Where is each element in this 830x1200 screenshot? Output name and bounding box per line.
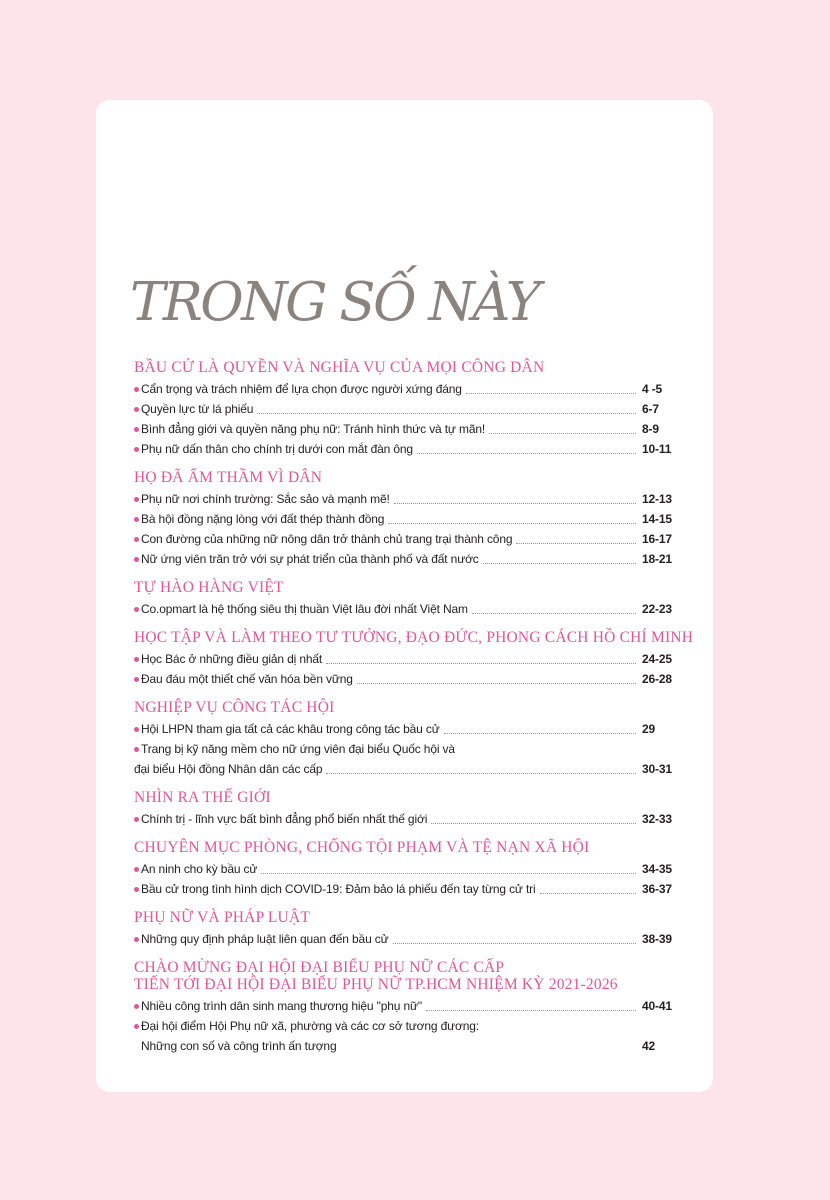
entry-title: Hội LHPN tham gia tất cả các khâu trong công tác bầu cử	[141, 722, 440, 736]
page-title: TRONG SỐ NÀY	[130, 272, 539, 333]
entry-title: Bầu cử trong tình hình dịch COVID-19: Đảm bảo lá phiếu đến tay từng cử tri	[141, 882, 536, 896]
bullet-icon	[134, 657, 139, 662]
bullet-icon	[134, 537, 139, 542]
toc-entry[interactable]	[134, 719, 680, 739]
dot-leader	[261, 873, 636, 874]
toc-section	[134, 359, 680, 459]
toc-entry-continuation[interactable]	[134, 759, 680, 779]
section-title: CHUYÊN MỤC PHÒNG, CHỐNG TỘI PHẠM VÀ TỆ NẠN XÃ HỘI	[134, 839, 590, 856]
toc-entry[interactable]	[134, 859, 680, 879]
entry-title: Con đường của những nữ nông dân trở thành chủ trang trại thành công	[141, 532, 513, 546]
toc-entry[interactable]	[134, 489, 680, 509]
toc-section	[134, 699, 680, 779]
section-title: BẦU CỬ LÀ QUYỀN VÀ NGHĨA VỤ CỦA MỌI CÔNG DÂN	[134, 359, 545, 376]
toc-entry[interactable]	[134, 399, 680, 419]
page-number: 12-13	[642, 492, 672, 506]
page-number: 8-9	[642, 422, 659, 436]
entry-title: Phụ nữ nơi chính trường: Sắc sảo và mạnh mẽ!	[141, 492, 390, 506]
toc-entry[interactable]	[134, 929, 680, 949]
page-number: 32-33	[642, 812, 672, 826]
bullet-icon	[134, 407, 139, 412]
page-number: 6-7	[642, 402, 659, 416]
entry-title: Phụ nữ dấn thân cho chính trị dưới con mắt đàn ông	[141, 442, 413, 456]
page-number: 24-25	[642, 652, 672, 666]
bullet-icon	[134, 867, 139, 872]
dot-leader	[417, 453, 636, 454]
page-number: 36-37	[642, 882, 672, 896]
dot-leader	[540, 893, 636, 894]
bullet-icon	[134, 517, 139, 522]
page-number: 29	[642, 722, 656, 736]
dot-leader	[257, 413, 636, 414]
toc-entry[interactable]	[134, 739, 680, 759]
toc-entry[interactable]	[134, 549, 680, 569]
bullet-icon	[134, 497, 139, 502]
toc-section	[134, 789, 680, 829]
page-number: 26-28	[642, 672, 672, 686]
page-number: 42	[642, 1039, 656, 1053]
dot-leader	[466, 393, 636, 394]
table-of-contents	[134, 359, 694, 1066]
dot-leader	[472, 613, 636, 614]
entry-title: Học Bác ở những điều giản dị nhất	[141, 652, 323, 666]
toc-entry[interactable]	[134, 529, 680, 549]
toc-entry[interactable]	[134, 509, 680, 529]
bullet-icon	[134, 607, 139, 612]
toc-section	[134, 959, 680, 1056]
page-number: 4 -5	[642, 382, 663, 396]
section-title: TỰ HÀO HÀNG VIỆT	[134, 579, 284, 596]
entry-title: Những quy định pháp luật liên quan đến bầu cử	[141, 932, 389, 946]
toc-entry[interactable]	[134, 809, 680, 829]
toc-entry[interactable]	[134, 419, 680, 439]
bullet-icon	[134, 747, 139, 752]
dot-leader	[393, 943, 636, 944]
bullet-icon	[134, 387, 139, 392]
dot-leader	[431, 823, 636, 824]
bullet-icon	[134, 817, 139, 822]
toc-section	[134, 629, 694, 689]
entry-title: Chính trị - lĩnh vực bất bình đẳng phổ biến nhất thế giới	[141, 812, 428, 826]
entry-title: Quyền lực từ lá phiếu	[141, 402, 254, 416]
dot-leader	[516, 543, 636, 544]
section-title: NHÌN RA THẾ GIỚI	[134, 789, 271, 806]
entry-title: An ninh cho kỳ bầu cử	[141, 862, 258, 876]
page-number: 22-23	[642, 602, 672, 616]
toc-entry[interactable]	[134, 879, 680, 899]
page-number: 14-15	[642, 512, 672, 526]
page-number: 10-11	[642, 442, 672, 456]
entry-title: Trang bị kỹ năng mềm cho nữ ứng viên đại biểu Quốc hội và	[141, 742, 455, 756]
entry-title-continued: Những con số và công trình ấn tượng	[141, 1039, 337, 1053]
dot-leader	[357, 683, 636, 684]
page-number: 16-17	[642, 532, 672, 546]
toc-entry[interactable]	[134, 649, 680, 669]
toc-entry[interactable]	[134, 1016, 680, 1036]
toc-section	[134, 909, 680, 949]
bullet-icon	[134, 887, 139, 892]
entry-title: Đau đáu một thiết chế văn hóa bền vững	[141, 672, 353, 686]
entry-title: Cẩn trọng và trách nhiệm để lựa chọn được người xứng đáng	[141, 382, 462, 396]
page-number: 40-41	[642, 999, 672, 1013]
bullet-icon	[134, 1024, 139, 1029]
toc-entry[interactable]	[134, 439, 680, 459]
section-title: PHỤ NỮ VÀ PHÁP LUẬT	[134, 909, 311, 926]
bullet-icon	[134, 727, 139, 732]
bullet-icon	[134, 557, 139, 562]
section-title: CHÀO MỪNG ĐẠI HỘI ĐẠI BIỂU PHỤ NỮ CÁC CẤP	[134, 959, 505, 976]
toc-entry[interactable]	[134, 599, 680, 619]
entry-title: Bình đẳng giới và quyền năng phụ nữ: Tránh hình thức và tự mãn!	[141, 422, 486, 436]
toc-entry-continuation[interactable]	[134, 1036, 680, 1056]
page-number: 38-39	[642, 932, 672, 946]
section-title: HỌC TẬP VÀ LÀM THEO TƯ TƯỞNG, ĐẠO ĐỨC, PHONG CÁCH HỒ CHÍ MINH	[134, 629, 694, 646]
toc-section	[134, 579, 680, 619]
bullet-icon	[134, 937, 139, 942]
entry-title: Bà hội đồng nặng lòng với đất thép thành đồng	[141, 512, 385, 526]
entry-title: Co.opmart là hệ thống siêu thị thuần Việt lâu đời nhất Việt Nam	[141, 602, 468, 616]
dot-leader	[489, 433, 636, 434]
bullet-icon	[134, 1004, 139, 1009]
toc-entry[interactable]	[134, 379, 680, 399]
dot-leader	[483, 563, 636, 564]
entry-title: Nữ ứng viên trăn trở với sự phát triển của thành phố và đất nước	[141, 552, 479, 566]
page-number: 30-31	[642, 762, 672, 776]
page-number: 18-21	[642, 552, 672, 566]
section-title: NGHIỆP VỤ CÔNG TÁC HỘI	[134, 699, 335, 716]
entry-title: Nhiều công trình dân sinh mang thương hiệu "phụ nữ"	[141, 999, 422, 1013]
dot-leader	[444, 733, 636, 734]
section-title-line-2: TIẾN TỚI ĐẠI HỘI ĐẠI BIỂU PHỤ NỮ TP.HCM NHIỆM KỲ 2021-2026	[134, 976, 618, 993]
bullet-icon	[134, 677, 139, 682]
page-number: 34-35	[642, 862, 672, 876]
dot-leader	[326, 663, 636, 664]
toc-section	[134, 469, 680, 569]
entry-title: Đại hội điểm Hội Phụ nữ xã, phường và các cơ sở tương đương:	[141, 1019, 479, 1033]
bullet-icon	[134, 447, 139, 452]
bullet-icon	[134, 427, 139, 432]
dot-leader	[326, 773, 636, 774]
toc-section	[134, 839, 680, 899]
toc-entry[interactable]	[134, 669, 680, 689]
section-title: HỌ ĐÃ ẤM THẦM VÌ DÂN	[134, 469, 323, 486]
dot-leader	[426, 1010, 636, 1011]
dot-leader	[388, 523, 636, 524]
dot-leader	[394, 503, 636, 504]
toc-entry[interactable]	[134, 996, 680, 1016]
entry-title-continued: đại biểu Hội đồng Nhân dân các cấp	[134, 762, 323, 776]
